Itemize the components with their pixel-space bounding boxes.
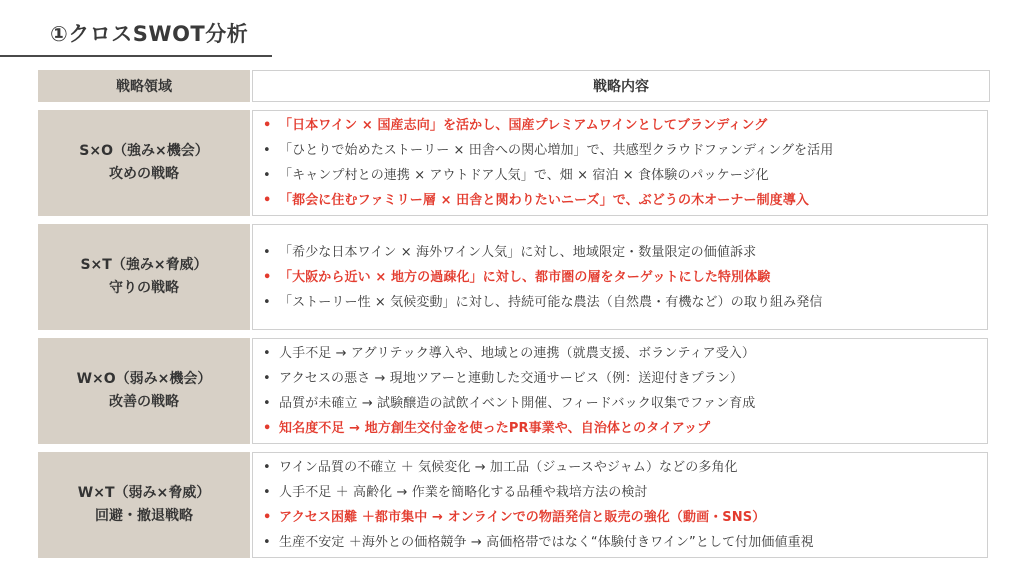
strategy-text: 「希少な日本ワイン × 海外ワイン人気」に対し、地域限定・数量限定の価値訴求: [279, 244, 757, 260]
bullet-icon: •: [263, 485, 271, 500]
strategy-text: 「大阪から近い × 地方の過疎化」に対し、都市圏の層をターゲットにした特別体験: [279, 269, 771, 285]
table-row-st: [38, 224, 990, 330]
bullet-icon: •: [263, 421, 272, 436]
row-label-wt: [38, 452, 250, 558]
table-row-wt: [38, 452, 990, 558]
row-content-so: [252, 110, 988, 216]
bullet-icon: •: [263, 346, 271, 361]
bullet-icon: •: [263, 510, 272, 525]
row-label-so: [38, 110, 250, 216]
header-strategy-area: 戦略領域: [38, 70, 250, 102]
row-label-wo: [38, 338, 250, 444]
strategy-text: 「ストーリー性 × 気候変動」に対し、持続可能な農法（自然農・有機など）の取り組み発信: [279, 294, 823, 310]
bullet-icon: •: [263, 269, 272, 285]
table-row-wo: [38, 338, 990, 444]
bullet-icon: •: [263, 193, 272, 208]
bullet-icon: •: [263, 294, 271, 310]
strategy-item: [263, 113, 987, 138]
table-header: [38, 70, 990, 102]
row-label-title: S×T（強み×脅威）: [80, 257, 208, 273]
bullet-icon: •: [263, 244, 271, 260]
strategy-item: [263, 240, 987, 265]
strategy-item: [263, 366, 987, 391]
strategy-item: [263, 455, 987, 480]
row-content-wt: [252, 452, 988, 558]
strategy-text: 品質が未確立 → 試験醸造の試飲イベント開催、フィードバック収集でファン育成: [279, 396, 756, 411]
row-label-subtitle: 回避・撤退戦略: [95, 508, 193, 524]
strategy-text: 人手不足 → アグリテック導入や、地域との連携（就農支援、ボランティア受入）: [279, 346, 756, 361]
strategy-text: 人手不足 ＋ 高齢化 → 作業を簡略化する品種や栽培方法の検討: [279, 485, 648, 500]
bullet-icon: •: [263, 168, 271, 183]
strategy-text: アクセスの悪さ → 現地ツアーと連動した交通サービス（例：送迎付きプラン）: [279, 371, 744, 386]
strategy-item: [263, 265, 987, 290]
row-content-wo: [252, 338, 988, 444]
title-area: [0, 0, 272, 60]
strategy-item: [263, 480, 987, 505]
strategy-item: [263, 505, 987, 530]
strategy-item: [263, 290, 987, 315]
strategy-text: 生産不安定 ＋海外との価格競争 → 高価格帯ではなく“体験付きワイン”として付加価値重視: [279, 535, 814, 550]
bullet-icon: •: [263, 396, 271, 411]
strategy-item: [263, 341, 987, 366]
strategy-item: [263, 530, 987, 555]
row-label-subtitle: 守りの戦略: [109, 280, 179, 296]
strategy-item: [263, 416, 987, 441]
strategy-item: [263, 138, 987, 163]
row-content-st: [252, 224, 988, 330]
strategy-text: 「ひとりで始めたストーリー × 田舎への関心増加」で、共感型クラウドファンディングを活用: [279, 143, 834, 158]
strategy-text: アクセス困難 ＋都市集中 → オンラインでの物語発信と販売の強化（動画・SNS）: [279, 510, 766, 525]
strategy-item: [263, 188, 987, 213]
strategy-item: [263, 163, 987, 188]
strategy-text: 知名度不足 → 地方創生交付金を使ったPR事業や、自治体とのタイアップ: [279, 421, 711, 436]
strategy-text: 「日本ワイン × 国産志向」を活かし、国産プレミアムワインとしてブランディング: [279, 118, 768, 133]
title-underline: [0, 55, 272, 57]
row-label-title: W×O（弱み×機会）: [76, 371, 212, 387]
strategy-text: 「都会に住むファミリー層 × 田舎と関わりたいニーズ」で、ぶどうの木オーナー制度導入: [279, 193, 809, 208]
bullet-icon: •: [263, 535, 271, 550]
strategy-text: ワイン品質の不確立 ＋ 気候変化 → 加工品（ジュースやジャム）などの多角化: [279, 460, 738, 475]
row-label-subtitle: 改善の戦略: [109, 394, 179, 410]
page-title: ①クロスSWOT分析: [50, 22, 249, 46]
header-strategy-content: 戦略内容: [252, 70, 990, 102]
row-label-st: [38, 224, 250, 330]
bullet-icon: •: [263, 460, 271, 475]
strategy-item: [263, 391, 987, 416]
bullet-icon: •: [263, 371, 271, 386]
bullet-icon: •: [263, 118, 272, 133]
table-row-so: [38, 110, 990, 216]
strategy-text: 「キャンプ村との連携 × アウトドア人気」で、畑 × 宿泊 × 食体験のパッケージ化: [279, 168, 769, 183]
row-label-title: S×O（強み×機会）: [79, 143, 209, 159]
row-label-subtitle: 攻めの戦略: [109, 166, 179, 182]
bullet-icon: •: [263, 143, 271, 158]
row-label-title: W×T（弱み×脅威）: [77, 485, 211, 501]
